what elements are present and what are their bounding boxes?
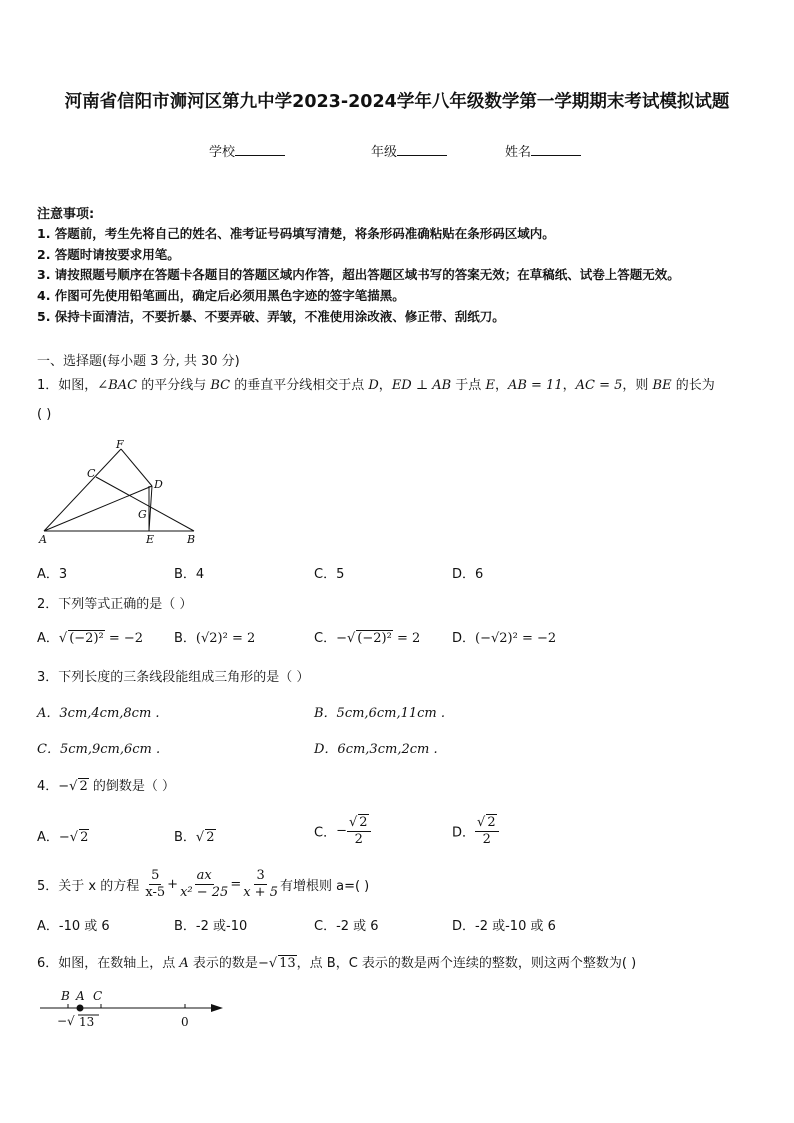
- label-b: B: [187, 533, 196, 546]
- point-a: [77, 1005, 84, 1012]
- q1-option-d[interactable]: D．6: [452, 567, 484, 582]
- q2-option-a[interactable]: A．√ (−2)² = −2: [37, 631, 144, 646]
- q2-option-c[interactable]: C．−√ (−2)² = 2: [314, 631, 421, 646]
- note-item: 3. 请按照题号顺序在答题卡各题目的答题区域内作答，超出答题区域书写的答案无效；在草稿纸、试卷上答题无效。: [37, 267, 680, 282]
- label-c: C: [87, 467, 96, 480]
- question-4-stem: 4．−√ 2 的倒数是（ ）: [37, 779, 176, 794]
- q3-option-b[interactable]: B．5cm,6cm,11cm .: [314, 706, 445, 721]
- name-field: [505, 141, 581, 160]
- label-neg-root: 13: [79, 1015, 95, 1029]
- q1-option-a[interactable]: A．3: [37, 567, 68, 582]
- notes-heading: 注意事项:: [37, 207, 95, 222]
- label-e: E: [146, 533, 155, 546]
- q5-option-d[interactable]: D．-2 或-10 或 6: [452, 919, 556, 934]
- label-f: F: [116, 438, 124, 451]
- segment-cb: [96, 477, 194, 531]
- school-field: [209, 141, 285, 160]
- arrow-icon: [211, 1004, 223, 1012]
- note-item: 2. 答题时请按要求用笔。: [37, 247, 180, 262]
- q2-option-d[interactable]: D．(−√2)² = −2: [452, 631, 557, 646]
- q1-option-c[interactable]: C．5: [314, 567, 345, 582]
- question-1-figure: [30, 435, 210, 550]
- question-6-stem: 6．如图，在数轴上，点 A 表示的数是−√ 13，点 B，C 表示的数是两个连续的整数，则这两个整数为( ): [37, 956, 637, 971]
- question-2-stem: 2．下列等式正确的是（ ）: [37, 597, 193, 612]
- page-title: 河南省信阳市浉河区第九中学2023-2024学年八年级数学第一学期期末考试模拟试题: [64, 92, 730, 112]
- name-label: 姓名: [505, 145, 532, 160]
- question-3-stem: 3．下列长度的三条线段能组成三角形的是（ ）: [37, 670, 310, 685]
- note-item: 4. 作图可先使用铅笔画出，确定后必须用黑色字迹的签字笔描黑。: [37, 288, 405, 303]
- grade-blank[interactable]: [397, 143, 447, 156]
- q4-option-b[interactable]: B．√ 2: [174, 830, 215, 845]
- q4-option-d[interactable]: D． $\frac{√ 2}{2}$: [452, 814, 499, 848]
- segment-ad: [44, 486, 152, 531]
- question-1-stem: 1．如图，∠BAC 的平分线与 BC 的垂直平分线相交于点 D，ED ⊥ AB 于点 E，AB = 11，AC = 5，则 BE 的长为: [37, 378, 715, 393]
- note-item: 1. 答题前，考生先将自己的姓名、准考证号码填写清楚，将条形码准确粘贴在条形码区域内。: [37, 226, 555, 241]
- label-a: A: [76, 989, 85, 1003]
- label-b: B: [61, 989, 70, 1003]
- q3-option-a[interactable]: A．3cm,4cm,8cm .: [37, 706, 160, 721]
- neg-sqrt-sign: −√: [57, 1014, 75, 1028]
- number-line-figure: [35, 986, 230, 1031]
- segment-af: [44, 449, 121, 531]
- segment-fd: [121, 449, 152, 486]
- grade-label: 年级: [371, 145, 398, 160]
- label-d: D: [154, 478, 163, 491]
- q4-option-c[interactable]: C．− $\frac{√ 2}{2}$: [314, 814, 371, 848]
- name-blank[interactable]: [531, 143, 581, 156]
- q4-option-a[interactable]: A．−√ 2: [37, 830, 89, 845]
- q5-option-c[interactable]: C．-2 或 6: [314, 919, 379, 934]
- q3-option-d[interactable]: D．6cm,3cm,2cm .: [314, 742, 438, 757]
- q3-option-c[interactable]: C．5cm,9cm,6cm .: [37, 742, 161, 757]
- school-blank[interactable]: [235, 143, 285, 156]
- question-5-stem: 5．关于 x 的方程 $\frac{5}{x-5}$ + $\frac{ax}{\text{x² − 25}}$ = $\frac{3}{x + 5}$ 有增根则 a=( ): [37, 868, 370, 900]
- label-c: C: [93, 989, 103, 1003]
- label-a: A: [39, 533, 47, 546]
- label-zero: 0: [181, 1015, 189, 1029]
- label-g: G: [138, 508, 147, 521]
- note-item: 5. 保持卡面清洁，不要折暴、不要弄破、弄皱，不准使用涂改液、修正带、刮纸刀。: [37, 309, 505, 324]
- q1-option-b[interactable]: B．4: [174, 567, 205, 582]
- q5-option-a[interactable]: A．-10 或 6: [37, 919, 110, 934]
- q2-option-b[interactable]: B．(√2)² = 2: [174, 631, 256, 646]
- q5-option-b[interactable]: B．-2 或-10: [174, 919, 248, 934]
- grade-field: [371, 141, 447, 160]
- school-label: 学校: [209, 145, 236, 160]
- question-1-paren: ( ): [37, 407, 52, 422]
- section-heading: 一、选择题(每小题 3 分, 共 30 分): [37, 354, 240, 369]
